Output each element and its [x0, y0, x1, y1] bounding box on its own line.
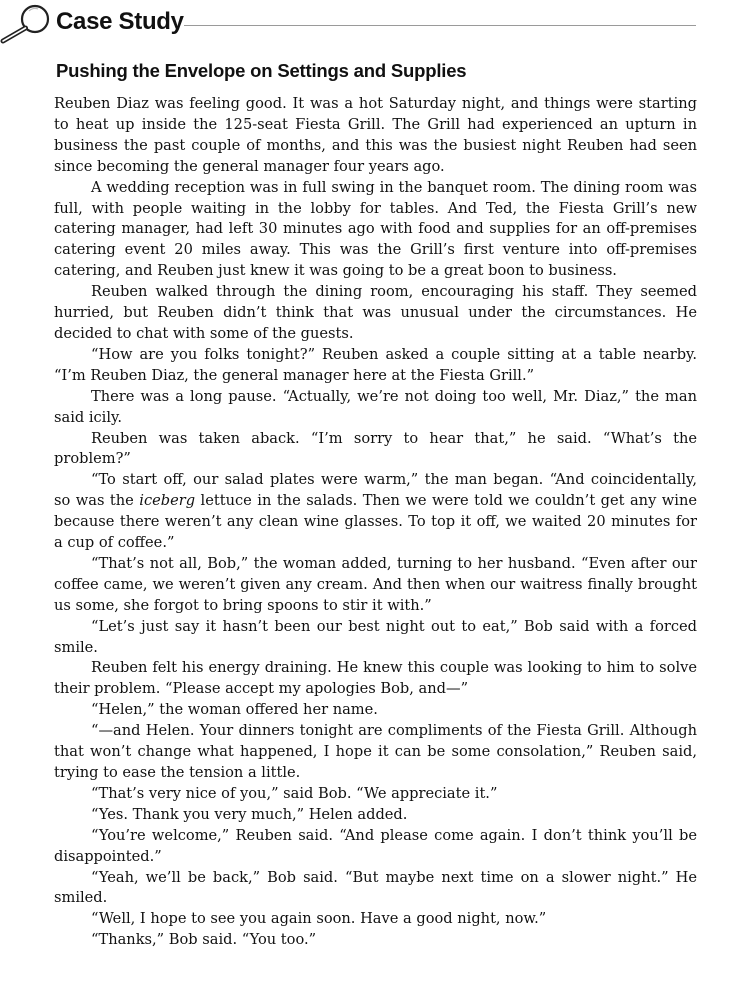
paragraph: “Let’s just say it hasn’t been our best night out to eat,” Bob said with a forced smile.: [54, 617, 697, 656]
paragraph: Reuben was taken aback. “I’m sorry to hear that,” he said. “What’s the problem?”: [54, 429, 697, 468]
paragraph: “—and Helen. Your dinners tonight are compliments of the Fiesta Grill. Although that won’t change what happened, I hope it can be some consolation,” Reuben said, trying to ease the tension a little.: [54, 722, 697, 781]
paragraph: “That’s not all, Bob,” the woman added, turning to her husband. “Even after our coffee came, we weren’t given any cream. And then when our waitress finally brought us some, she forgot to bring spoons to stir it with.”: [54, 554, 697, 614]
paragraph: “You’re welcome,” Reuben said. “And please come again. I don’t think you’ll be disappointed.”: [54, 826, 697, 865]
paragraph: “To start off, our salad plates were warm,” the man began. “And coincidentally, so was the iceberg lettuce in the salads. Then we were told we couldn’t get any wine because there weren’t any clean wine glasses. To top it off, we waited 20 minutes for a cup of coffee.”: [54, 471, 697, 552]
paragraph: Reuben walked through the dining room, encouraging his staff. They seemed hurried, but Reuben didn’t think that was unusual under the circumstances. He decided to chat with some of the guests.: [54, 283, 697, 342]
paragraph: “Yes. Thank you very much,” Helen added.: [91, 805, 408, 823]
magnifying-glass-icon: [0, 0, 60, 48]
case-study-header: [0, 0, 736, 48]
article-title: Pushing the Envelope on Settings and Supplies: [56, 60, 467, 81]
paragraph: “Helen,” the woman offered her name.: [91, 701, 378, 719]
paragraph: Reuben Diaz was feeling good. It was a hot Saturday night, and things were starting to heat up inside the 125-seat Fiesta Grill. The Grill had experienced an upturn in business the past couple of months, and this was the busiest night Reuben had seen since becoming the general manager four years ago.: [54, 95, 697, 175]
paragraph: “How are you folks tonight?” Reuben asked a couple sitting at a table nearby. “I’m Reuben Diaz, the general manager here at the Fiesta Grill.”: [54, 345, 697, 384]
paragraph: “That’s very nice of you,” said Bob. “We appreciate it.”: [91, 784, 498, 802]
case-study-label: Case Study: [56, 8, 184, 35]
article-body: [54, 94, 697, 951]
header-rule: [184, 25, 696, 26]
paragraph: “Well, I hope to see you again soon. Have a good night, now.”: [91, 910, 547, 928]
paragraph: “Yeah, we’ll be back,” Bob said. “But maybe next time on a slower night.” He smiled.: [54, 868, 697, 907]
paragraph: There was a long pause. “Actually, we’re not doing too well, Mr. Diaz,” the man said icily.: [54, 387, 697, 426]
paragraph: Reuben felt his energy draining. He knew this couple was looking to him to solve their problem. “Please accept my apologies Bob, and—”: [54, 659, 697, 698]
paragraph: A wedding reception was in full swing in the banquet room. The dining room was full, with people waiting in the lobby for tables. And Ted, the Fiesta Grill’s new catering manager, had left 30 minutes ago with food and supplies for an off-premises catering event 20 miles away. This was the Grill’s first venture into off-premises catering, and Reuben just knew it was going to be a great boon to business.: [54, 178, 697, 280]
paragraph: “Thanks,” Bob said. “You too.”: [91, 931, 317, 949]
